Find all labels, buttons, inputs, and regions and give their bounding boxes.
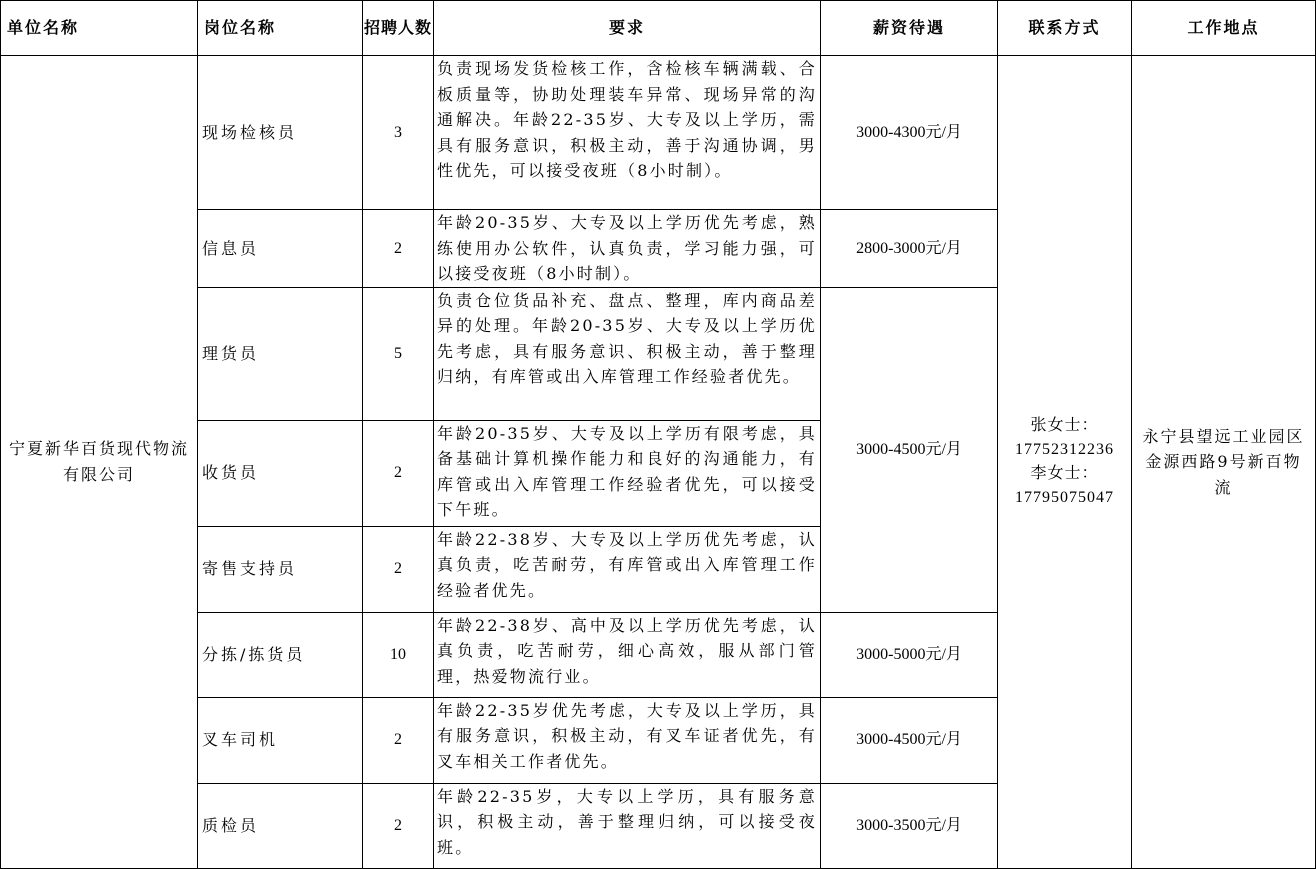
salary-value: 3000-5000元/月 [821,612,998,697]
hire-count: 2 [363,210,434,288]
position-name: 质检员 [198,783,363,868]
header-salary: 薪资待遇 [821,1,998,56]
header-count: 招聘人数 [363,1,434,56]
header-position: 岗位名称 [198,1,363,56]
contact-phone-1: 17752312236 [1015,440,1114,458]
requirement-text: 年龄22-38岁、高中及以上学历优先考虑，认真负责，吃苦耐劳，细心高效，服从部门管理，热爱物流行业。 [434,612,821,697]
salary-value: 3000-4300元/月 [821,56,998,210]
header-location: 工作地点 [1132,1,1316,56]
position-name: 叉车司机 [198,697,363,783]
company-name: 宁夏新华百货现代物流有限公司 [1,56,198,869]
header-contact: 联系方式 [998,1,1132,56]
header-requirement: 要求 [434,1,821,56]
position-name: 理货员 [198,287,363,420]
hire-count: 2 [363,783,434,868]
contact-person-1: 张女士： [1030,416,1099,434]
requirement-text: 负责仓位货品补充、盘点、整理，库内商品差异的处理。年龄20-35岁、大专及以上学历优先考虑，具有服务意识、积极主动，善于整理归纳，有库管或出入库管理工作经验者优先。 [434,287,821,420]
salary-value: 3000-4500元/月 [821,697,998,783]
hire-count: 2 [363,526,434,612]
hire-count: 10 [363,612,434,697]
position-name: 信息员 [198,210,363,288]
requirement-text: 负责现场发货检核工作，含检核车辆满载、合板质量等，协助处理装车异常、现场异常的沟通解决。年龄22-35岁、大专及以上学历，需具有服务意识，积极主动，善于沟通协调，男性优先，可以接受夜班（8小时制）。 [434,56,821,210]
salary-value: 2800-3000元/月 [821,210,998,288]
requirement-text: 年龄22-35岁，大专以上学历，具有服务意识，积极主动，善于整理归纳，可以接受夜班。 [434,783,821,868]
position-name: 现场检核员 [198,56,363,210]
contact-phone-2: 17795075047 [1015,488,1114,506]
salary-value: 3000-4500元/月 [821,287,998,612]
requirement-text: 年龄22-35岁优先考虑，大专及以上学历，具有服务意识，积极主动，有叉车证者优先，有叉车相关工作者优先。 [434,697,821,783]
position-name: 收货员 [198,420,363,526]
hire-count: 2 [363,697,434,783]
salary-value: 3000-3500元/月 [821,783,998,868]
contact-info [998,56,1132,869]
position-name: 寄售支持员 [198,526,363,612]
hire-count: 2 [363,420,434,526]
work-location: 永宁县望远工业园区金源西路9号新百物流 [1132,56,1316,869]
hire-count: 5 [363,287,434,420]
header-company: 单位名称 [1,1,198,56]
requirement-text: 年龄20-35岁、大专及以上学历优先考虑，熟练使用办公软件，认真负责，学习能力强，可以接受夜班（8小时制）。 [434,210,821,288]
requirement-text: 年龄20-35岁、大专及以上学历有限考虑，具备基础计算机操作能力和良好的沟通能力，有库管或出入库管理工作经验者优先，可以接受下午班。 [434,420,821,526]
position-name: 分拣/拣货员 [198,612,363,697]
contact-person-2: 李女士： [1030,464,1099,482]
header-row [1,1,1316,56]
table-row [1,56,1316,210]
hire-count: 3 [363,56,434,210]
requirement-text: 年龄22-38岁、大专及以上学历优先考虑，认真负责，吃苦耐劳，有库管或出入库管理工作经验者优先。 [434,526,821,612]
